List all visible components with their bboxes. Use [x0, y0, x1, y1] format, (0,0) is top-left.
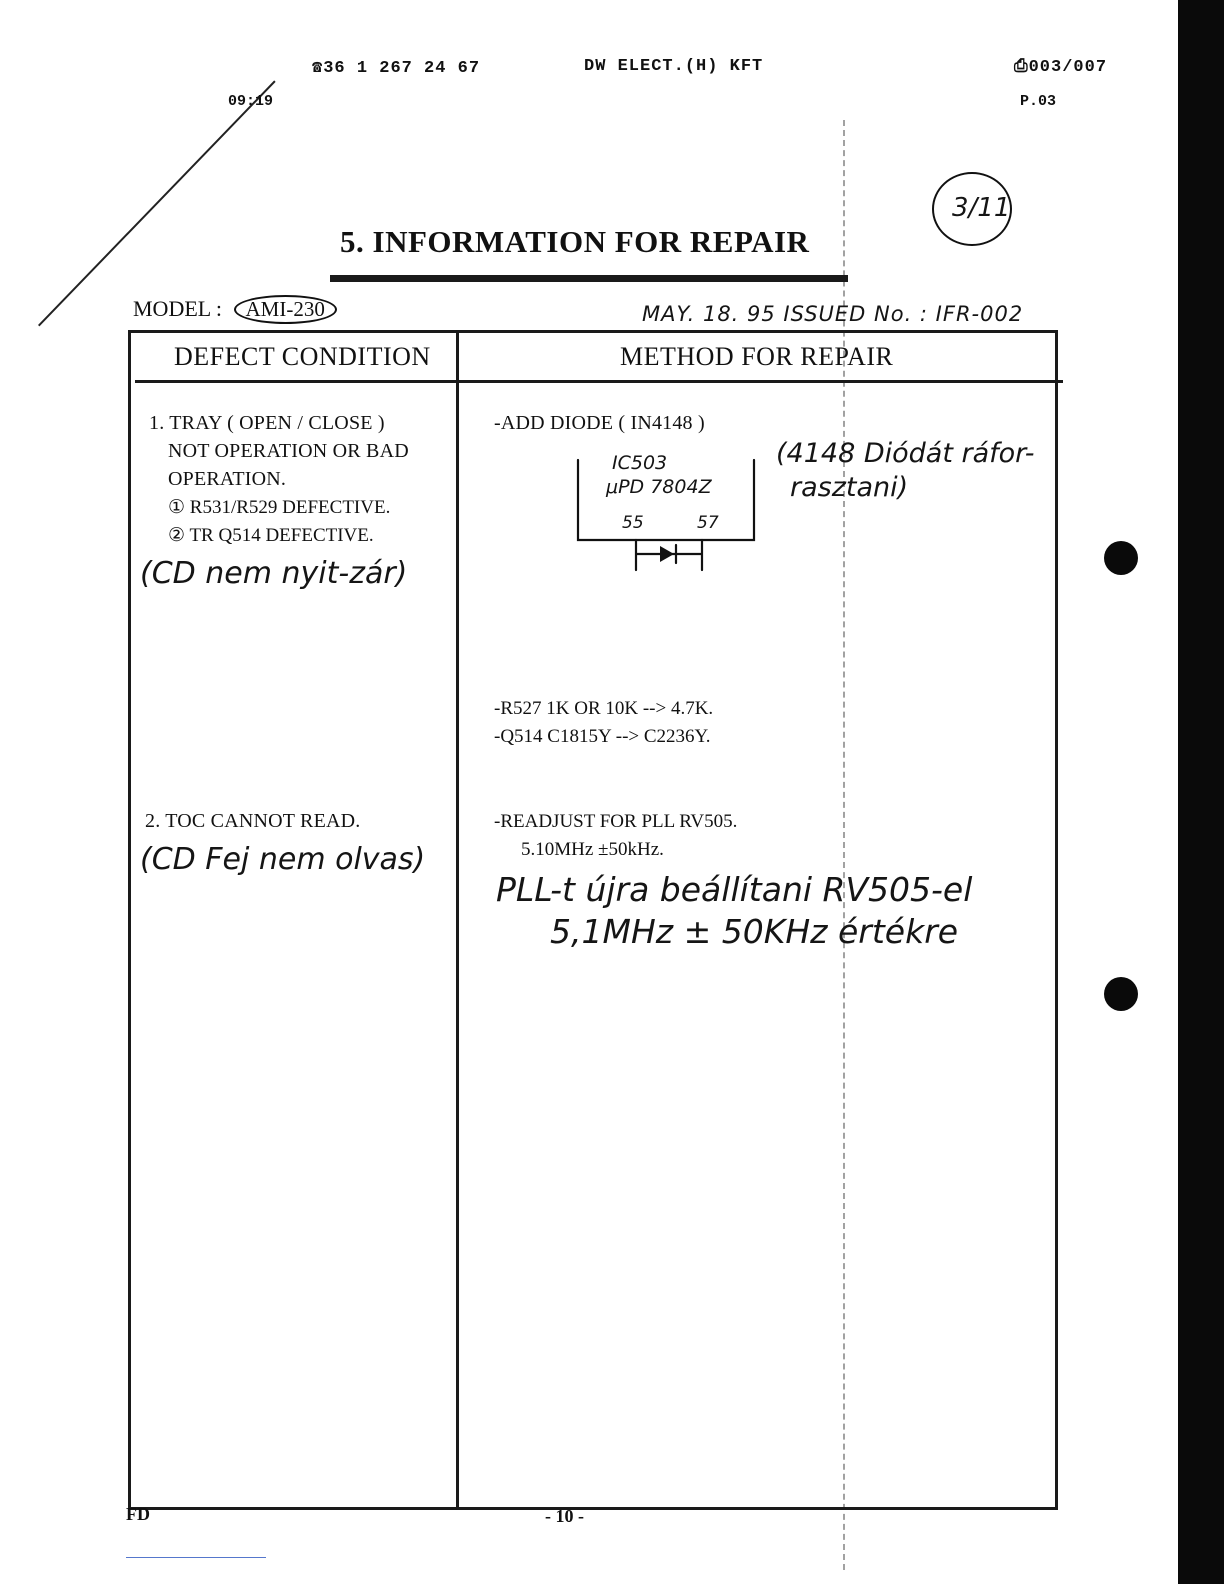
defect-2-handwritten-note: (CD Fej nem olvas): [140, 842, 426, 877]
fax-sender: DW ELECT.(H) KFT: [584, 57, 764, 76]
model-label: MODEL :: [133, 296, 223, 321]
diagram-pin-left: 55: [622, 513, 644, 533]
table-header-rule: [135, 380, 1063, 383]
method-1-line-1: -ADD DIODE ( IN4148 ): [494, 412, 705, 434]
footer-page-number: - 10 -: [545, 1506, 584, 1526]
diagram-ic-name: IC503: [612, 452, 668, 474]
table-column-divider: [456, 333, 459, 1507]
scan-edge: [1178, 0, 1224, 1584]
header-method-for-repair: METHOD FOR REPAIR: [620, 342, 894, 371]
defect-1-line-2: NOT OPERATION OR BAD: [168, 440, 409, 462]
fax-page-code: P.03: [1020, 93, 1057, 110]
issue-line: MAY. 18. 95 ISSUED No. : IFR-002: [642, 302, 1024, 326]
punch-hole-bottom: [1104, 977, 1138, 1011]
footer-left-code: FD: [126, 1504, 150, 1524]
model-value: AMI-230: [234, 295, 337, 324]
method-2-line-1: -READJUST FOR PLL RV505.: [494, 811, 738, 832]
title-underline: [330, 275, 848, 282]
defect-1-line-3: OPERATION.: [168, 468, 287, 490]
page-stamp-text: 3/11: [952, 193, 1011, 223]
diagram-pin-right: 57: [697, 513, 719, 533]
method-2-handwritten-note-2: 5,1MHz ± 50KHz értékre: [550, 912, 959, 951]
method-1-change-2: -Q514 C1815Y --> C2236Y.: [494, 726, 711, 747]
method-1-handwritten-note-2: rasztani): [790, 472, 909, 503]
method-2-line-2: 5.10MHz ±50kHz.: [521, 839, 664, 860]
fax-page-count: ⎙003/007: [1014, 58, 1108, 77]
fax-icon: ⎙: [1014, 58, 1029, 77]
model-line: [133, 295, 337, 324]
defect-1-line-1: 1. TRAY ( OPEN / CLOSE ): [149, 412, 385, 434]
page-title: 5. INFORMATION FOR REPAIR: [340, 224, 810, 259]
defect-1-line-5: ② TR Q514 DEFECTIVE.: [168, 525, 374, 546]
fax-fold-line: [38, 80, 276, 326]
defect-1-line-4: ① R531/R529 DEFECTIVE.: [168, 497, 391, 518]
punch-hole-top: [1104, 541, 1138, 575]
diagram-ic-part: μPD 7804Z: [606, 476, 712, 498]
fax-phone: ☎36 1 267 24 67: [312, 59, 481, 78]
defect-2-line-1: 2. TOC CANNOT READ.: [145, 810, 361, 832]
method-1-handwritten-note-1: (4148 Diódát ráfor-: [776, 438, 1035, 469]
footer-rule: [126, 1557, 266, 1558]
defect-1-handwritten-note: (CD nem nyit-zár): [140, 556, 408, 591]
header-defect-condition: DEFECT CONDITION: [174, 342, 431, 371]
method-1-change-1: -R527 1K OR 10K --> 4.7K.: [494, 698, 714, 719]
fax-time: 09:19: [228, 93, 274, 110]
diode-symbol: [660, 546, 674, 562]
method-2-handwritten-note-1: PLL-t újra beállítani RV505-el: [496, 870, 973, 909]
